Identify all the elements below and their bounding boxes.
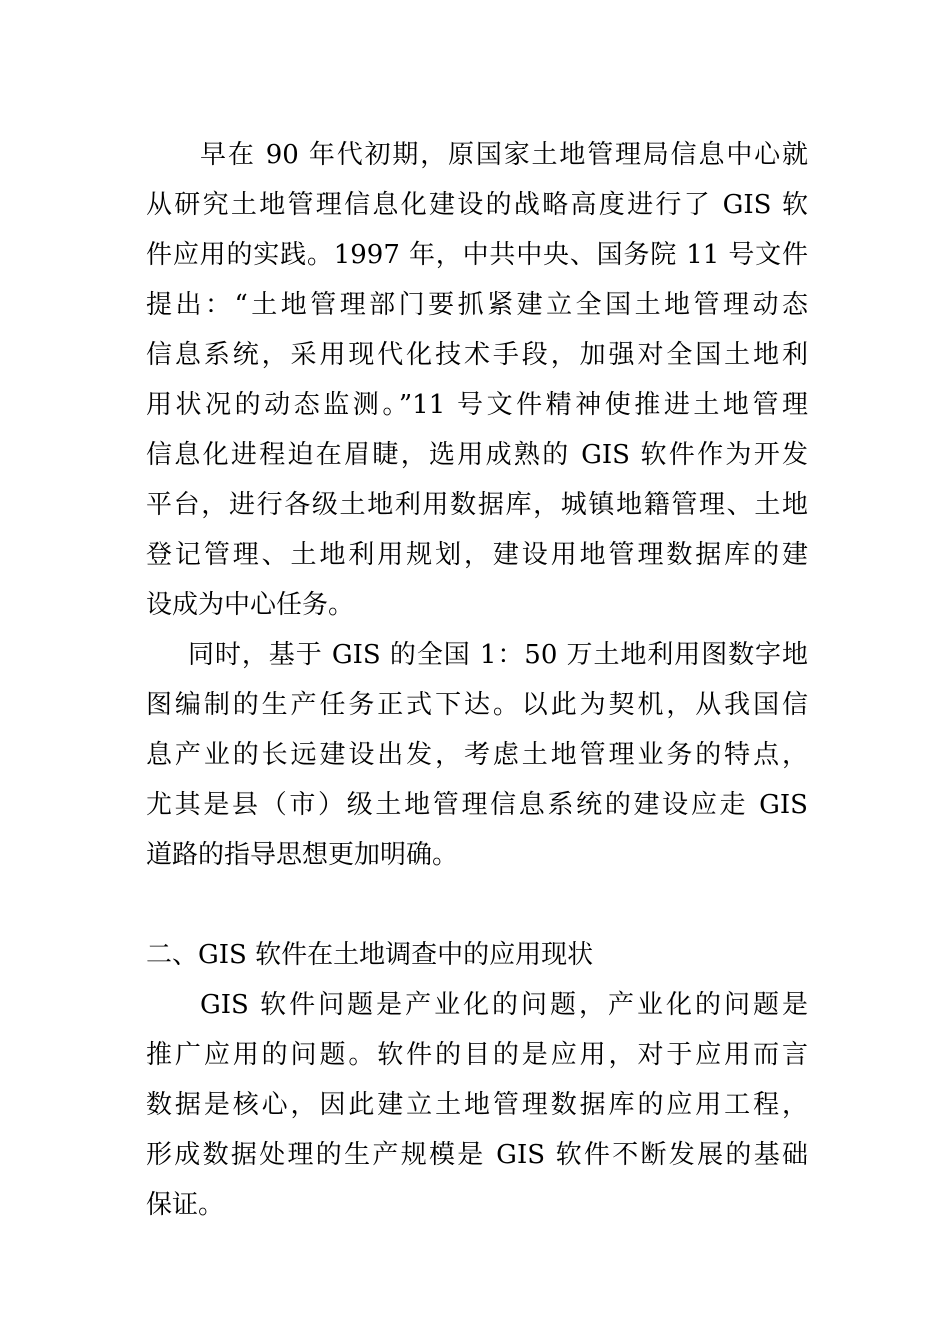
section-heading: 二、GIS 软件在土地调查中的应用现状: [146, 940, 594, 970]
paragraph-line: 设成为中心任务。: [146, 590, 355, 620]
paragraph-line: 登记管理、土地利用规划，建设用地管理数据库的建: [146, 540, 808, 570]
paragraph-line: 息产业的长远建设出发，考虑土地管理业务的特点，: [146, 740, 808, 770]
paragraph-line: 道路的指导思想更加明确。: [146, 840, 459, 870]
paragraph-line: 平台，进行各级土地利用数据库，城镇地籍管理、土地: [146, 490, 808, 520]
document-page: [146, 130, 808, 1230]
paragraph-line: 提出：“土地管理部门要抓紧建立全国土地管理动态: [146, 290, 808, 320]
paragraph-line: GIS 软件问题是产业化的问题，产业化的问题是: [200, 990, 808, 1020]
paragraph-line: 推广应用的问题。软件的目的是应用，对于应用而言: [146, 1040, 808, 1070]
paragraph-line: 件应用的实践。1997 年，中共中央、国务院 11 号文件: [146, 240, 808, 270]
paragraph-line: 早在 90 年代初期，原国家土地管理局信息中心就: [200, 140, 808, 170]
paragraph-line: 同时，基于 GIS 的全国 1：50 万土地利用图数字地: [188, 640, 808, 670]
paragraph-line: 尤其是县（市）级土地管理信息系统的建设应走 GIS: [146, 790, 808, 820]
paragraph-2: [146, 630, 808, 880]
blank-line: [146, 880, 808, 930]
paragraph-1: [146, 130, 808, 630]
paragraph-3: [146, 980, 808, 1230]
paragraph-line: 从研究土地管理信息化建设的战略高度进行了 GIS 软: [146, 190, 808, 220]
paragraph-line: 保证。: [146, 1190, 225, 1220]
paragraph-line: 用状况的动态监测。”11 号文件精神使推进土地管理: [146, 390, 808, 420]
paragraph-line: 数据是核心，因此建立土地管理数据库的应用工程，: [146, 1090, 808, 1120]
paragraph-line: 信息系统，采用现代化技术手段，加强对全国土地利: [146, 340, 808, 370]
paragraph-line: 信息化进程迫在眉睫，选用成熟的 GIS 软件作为开发: [146, 440, 808, 470]
paragraph-line: 形成数据处理的生产规模是 GIS 软件不断发展的基础: [146, 1140, 808, 1170]
paragraph-line: 图编制的生产任务正式下达。以此为契机，从我国信: [146, 690, 808, 720]
